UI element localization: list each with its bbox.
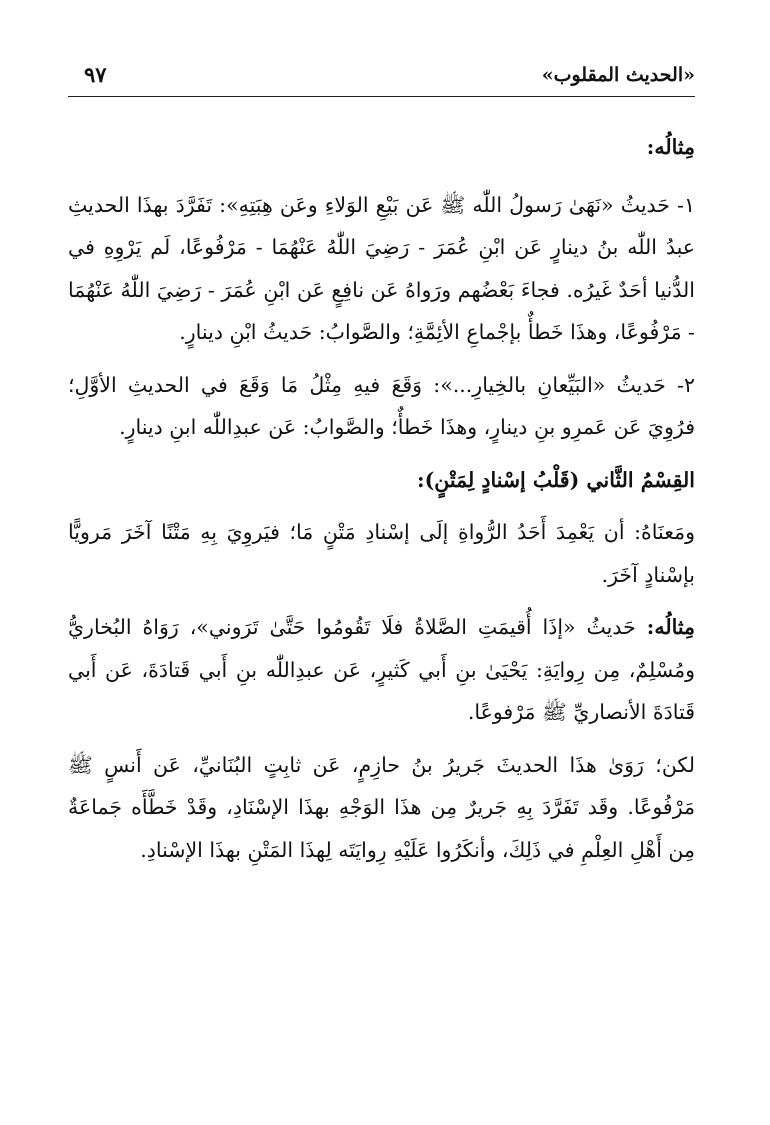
paragraph-example-3-text: حَديثُ «إذَا أُقيمَتِ الصَّلاةُ فلَا تَقُومُوا حَتَّىٰ تَرَوني»، رَوَاهُ البُخاريُّ ومُسْلِمٌ، مِن رِوايَةِ: يَحْيَىٰ بنِ أَبي كَثيرٍ، عَن عبدِاللّٰه بنِ أَبي قَتادَةَ، عَن أَبي قَتادَةَ الأنصاريِّ ﷺ مَرْفوعًا. (68, 615, 695, 724)
page-header (68, 62, 695, 92)
example-label: مِثالُه: (646, 615, 695, 639)
example-heading: مِثالُه: (646, 135, 695, 159)
running-title: «الحديث المقلوب» (541, 64, 695, 86)
paragraph-example-3 (68, 606, 695, 734)
header-divider (68, 96, 695, 97)
paragraph-explanation: لكن؛ رَوَىٰ هذَا الحديثَ جَريرُ بنُ حازِمٍ، عَن ثابِتٍ البُنَانيِّ، عَن أَنسٍ ﷺ مَرْفُوعًا. وقَد تَفَرَّدَ بِهِ جَريرٌ مِن هذَا الوَجْهِ بهذَا الإسْنَادِ، وقَدْ خَطَّأَه جَماعَةٌ مِن أَهْلِ العِلْمِ في ذَلِكَ، وأنكَرُوا عَلَيْهِ رِوايَتَه لِهذَا المَتْنِ بهذَا الإسْنادِ. (68, 752, 695, 862)
section-heading: القِسْمُ الثَّاني (قَلْبُ إسْنادٍ لِمَتْنٍ): (417, 467, 695, 492)
page-number: ٩٧ (84, 62, 107, 87)
paragraph-definition: ومَعنَاهُ: أن يَعْمِدَ أَحَدُ الرُّواةِ إلَى إسْنادِ مَتْنٍ مَا؛ فيَروِيَ بِهِ مَتْنًا آخَرَ مَرويًّا بإسْنادٍ آخَرَ. (68, 520, 695, 587)
page-body (68, 126, 695, 871)
paragraph-example-1: ١- حَديثُ «نَهَىٰ رَسولُ اللّٰه ﷺ عَن بَيْعِ الوَلاءِ وعَن هِبَتِهِ»: تَفَرَّدَ بهذَا الحديثِ عبدُ اللّٰه بنُ دينارٍ عَن ابْنِ عُمَرَ - رَضِيَ اللّٰهُ عَنْهُمَا - مَرْفُوعًا، لَم يَرْوِهِ في الدُّنيا أحَدٌ غَيرُه. فجاءَ بَعْضُهم ورَواهُ عَن نافِعٍ عَن ابْنِ عُمَرَ - رَضِيَ اللّٰهُ عَنْهُمَا - مَرْفُوعًا، وهذَا خَطأٌ بإجْماعِ الأئِمَّةِ؛ والصَّوابُ: حَديثُ ابْنِ دينارٍ. (68, 192, 695, 344)
paragraph-example-2: ٢- حَديثُ «البَيِّعانِ بالخِيارِ...»: وَقَعَ فيهِ مِثْلُ مَا وَقَعَ في الحديثِ الأوَّلِ؛ فرُوِيَ عَن عَمرِو بنِ دينارٍ، وهذَا خَطأٌ؛ والصَّوابُ: عَن عبدِاللّٰه ابنِ دينارٍ. (68, 372, 695, 439)
